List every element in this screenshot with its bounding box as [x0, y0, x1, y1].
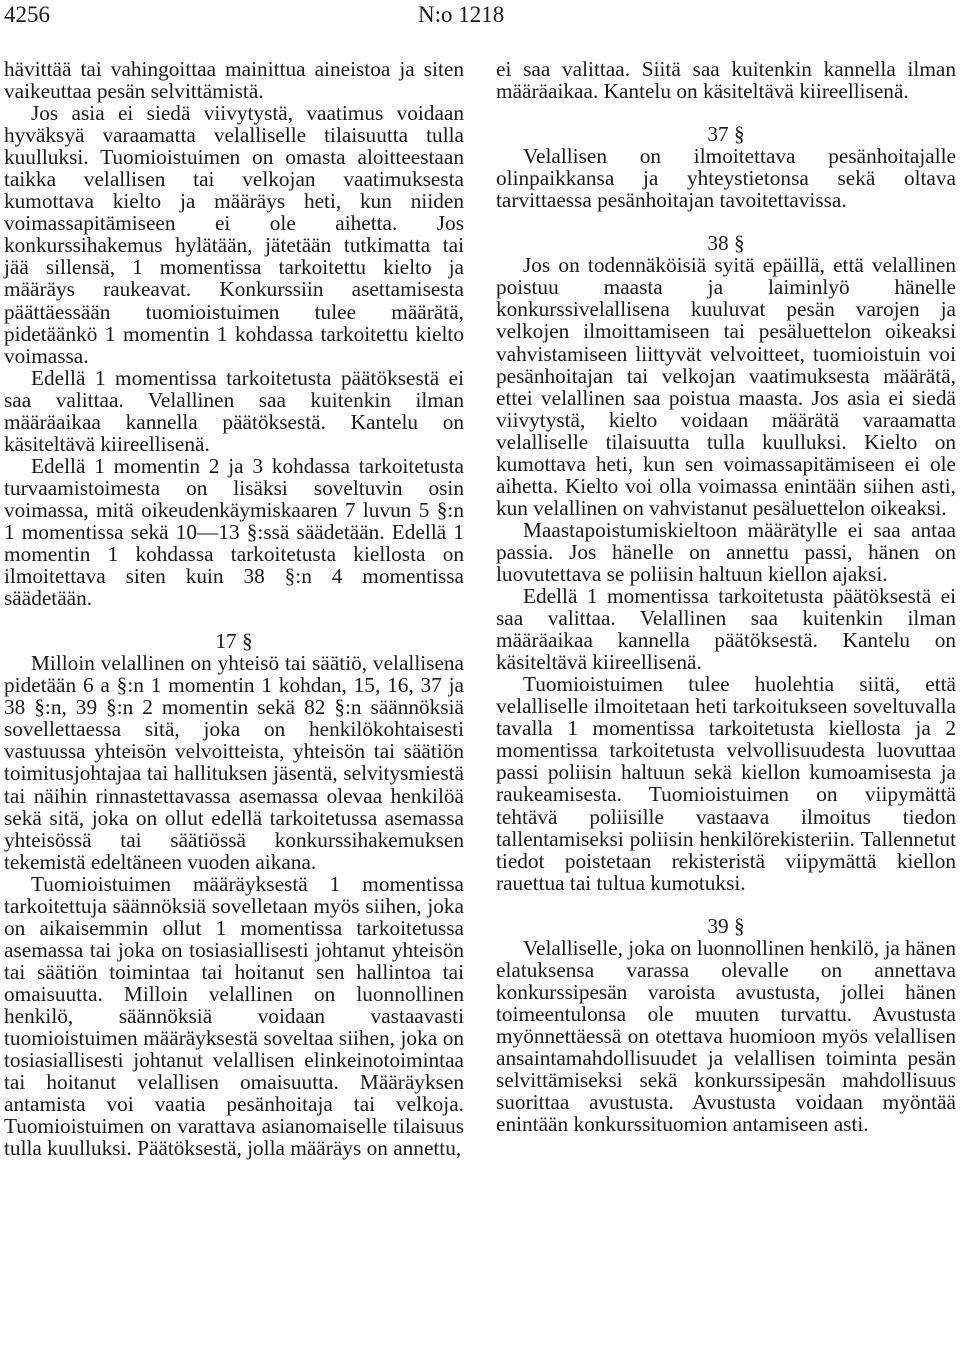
paragraph: Milloin velallinen on yhteisö tai säätiö, velallisena pidetään 6 a §:n 1 momentin 1 kohdan, 15, 16, 37 ja 38 §:n, 39 §:n 2 momentin sekä 82 §:n säännöksiä sovellettaessa sitä, joka on henkilökohtaisesti vastuussa yhteisön velvoitteista, yhteisön tai säätiön toimitusjohtajaa tai hallituksen jäsentä, selvitysmiestä tai näihin rinnastettavassa asemassa olevaa henkilöä sekä sitä, joka on ollut edellä tarkoitetussa asemassa yhteisössä tai säätiössä konkurssihakemuksen tekemistä edeltäneen vuoden aikana. [4, 651, 464, 874]
section-heading-39: 39 § [707, 913, 745, 938]
paragraph: Tuomioistuimen määräyksestä 1 momentissa tarkoitettuja säännöksiä sovelletaan myös siihen, joka on aikaisemmin ollut 1 momentissa tarkoitetussa asemassa tai joka on tosiasiallisesti johtanut yhteisön tai säätiön toimintaa tai hoitanut sen hallintoa tai omaisuutta. Milloin velallinen on luonnollinen henkilö, säännöksiä voidaan vastaavasti tuomioistuimen määräyksestä soveltaa siihen, joka on tosiasiallisesti johtanut velallisen elinkeinotoimintaa tai hoitanut velallisen omaisuutta. Määräyksen antamista voi vaatia pesänhoitaja tai velkoja. Tuomioistuimen on varattava asianomaiselle tilaisuus tulla kuulluksi. Päätöksestä, jolla määräys on annettu, [4, 871, 464, 1161]
paragraph: Velalliselle, joka on luonnollinen henkilö, ja hänen elatuksensa varassa olevalle on annettava konkurssipesän varoista avustusta, jollei hänen toimeentulonsa ole muuten turvattu. Avustusta myönnettäessä on otettava huomioon myös velallisen ansaintamahdollisuudet ja velallisen toiminta pesän selvittämiseksi sekä konkurssipesän mahdollisuus suorittaa avustusta. Avustusta voidaan myöntää enintään konkurssituomion antamiseen asti. [496, 935, 956, 1137]
page-header [0, 0, 960, 44]
paragraph: ei saa valittaa. Siitä saa kuitenkin kannella ilman määräaikaa. Kantelu on käsiteltävä kiireellisenä. [496, 57, 956, 104]
paragraph: Jos asia ei siedä viivytystä, vaatimus voidaan hyväksyä varaamatta velalliselle tilaisuutta tulla kuulluksi. Tuomioistuimen on omasta aloitteestaan taikka velallisen tai velkojan vaatimuksesta kumottava kielto ja määräys heti, kun niiden voimassapitämiseen ei ole aihetta. Jos konkurssihakemus hylätään, jätetään tutkimatta tai jää sillensä, 1 momentissa tarkoitettu kielto ja määräys raukeavat. Konkurssiin asettamisesta päättäessään tuomioistuimen tulee määrätä, pidetäänkö 1 momentin 1 kohdassa tarkoitettu kielto voimassa. [4, 101, 464, 368]
paragraph: Edellä 1 momentissa tarkoitetusta päätöksestä ei saa valittaa. Velallinen saa kuitenkin ilman määräaikaa kannella päätöksestä. Kantelu on käsiteltävä kiireellisenä. [4, 365, 464, 456]
paragraph: Edellä 1 momentissa tarkoitetusta päätöksestä ei saa valittaa. Velallinen saa kuitenkin ilman määräaikaa kannella päätöksestä. Kantelu on käsiteltävä kiireellisenä. [496, 584, 956, 675]
right-column [496, 58, 956, 1135]
paragraph: hävittää tai vahingoittaa mainittua aineistoa ja siten vaikeuttaa pesän selvittämistä. [4, 57, 464, 104]
paragraph: Jos on todennäköisiä syitä epäillä, että velallinen poistuu maasta ja laiminlyö hänelle konkurssivelallisena kuuluvat pesän varojen ja velkojen ilmoittamiseen tai pesäluettelon oikeaksi vahvistamiseen liittyvät velvoitteet, tuomioistuin voi pesänhoitajan tai velkojan vaatimuksesta määrätä, ettei velallinen saa poistua maasta. Jos asia ei siedä viivytystä, kielto voidaan määrätä varaamatta velalliselle tilaisuutta tulla kuulluksi. Kielto on kumottava heti, kun sen voimassapitämiseen ei ole aihetta. Kielto voi olla voimassa enintään siihen asti, kun velallinen on vahvistanut pesäluettelon oikeaksi. [496, 253, 956, 520]
page-number: 4256 [4, 2, 50, 27]
left-column [4, 58, 464, 1159]
section-heading-17: 17 § [215, 629, 253, 654]
issue-number: N:o 1218 [418, 2, 505, 27]
paragraph: Velallisen on ilmoitettava pesänhoitajalle olinpaikkansa ja yhteystietonsa sekä oltava tarvittaessa pesänhoitajan tavoitettavissa. [496, 144, 956, 213]
paragraph: Maastapoistumiskieltoon määrätylle ei saa antaa passia. Jos hänelle on annettu passi, hänen on luovutettava se poliisin haltuun kiellon ajaksi. [496, 517, 956, 586]
paragraph: Tuomioistuimen tulee huolehtia siitä, että velalliselle ilmoitetaan heti tarkoitukseen soveltuvalla tavalla 1 momentissa tarkoitetusta kiellosta ja 2 momentissa tarkoitetusta velvollisuudesta luovuttaa passi poliisin haltuun sekä kiellon kumoamisesta ja raukeamisesta. Tuomioistuimen on viipymättä tehtävä poliisille vastaava ilmoitus tiedon tallentamiseksi poliisin henkilörekisteriin. Tallennetut tiedot poistetaan rekisteristä viipymättä kiellon rauettua tai tultua kumotuksi. [496, 672, 956, 895]
section-heading-38: 38 § [707, 231, 745, 256]
paragraph: Edellä 1 momentin 2 ja 3 kohdassa tarkoitetusta turvaamistoimesta on lisäksi soveltuvin osin voimassa, mitä oikeudenkäymiskaaren 7 luvun 5 §:n 1 momentissa sekä 10—13 §:ssä säädetään. Edellä 1 momentin 1 kohdassa tarkoitetusta kiellosta on ilmoitettava siten kuin 38 §:n 4 momentissa säädetään. [4, 453, 464, 611]
section-heading-37: 37 § [707, 122, 745, 147]
